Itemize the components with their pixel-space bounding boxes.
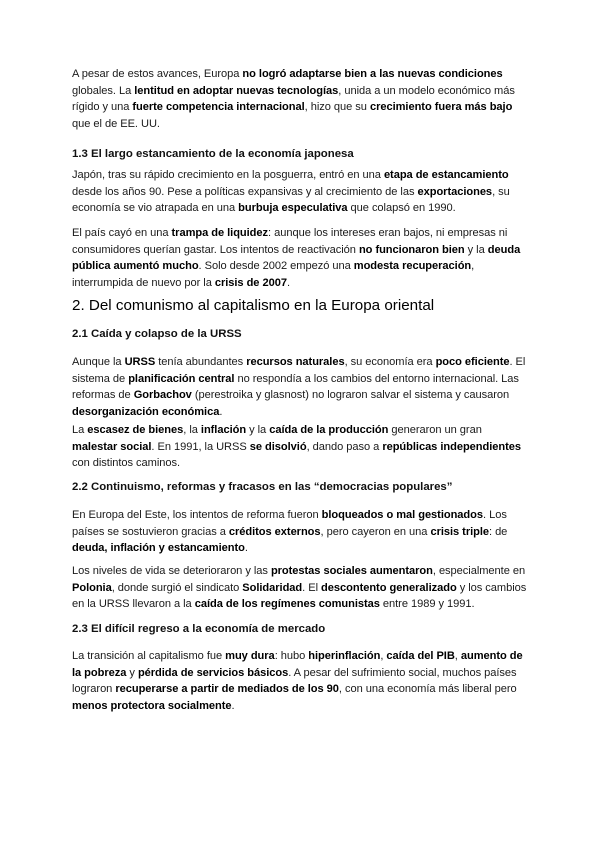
text-run: (perestroika y glasnost) no lograron salvar el sistema y causaron [191, 389, 510, 401]
bold-text: bloqueados o mal gestionados [321, 509, 484, 521]
bold-text: Gorbachov [133, 389, 192, 401]
text-run: , especialmente en [432, 565, 526, 577]
bold-text: no logró adaptarse bien a las nuevas condiciones [242, 68, 503, 80]
paragraph-eastern-reforms [72, 507, 528, 557]
bold-text: etapa de estancamiento [383, 169, 509, 181]
text-run: , pero cayeron en una [320, 525, 431, 538]
text-run: . [219, 405, 223, 418]
text-run: . Los países se sostuvieron gracias a [72, 509, 507, 538]
text-run: que el de EE. UU. [72, 117, 160, 130]
bold-text: lentitud en adoptar nuevas tecnologías [134, 84, 339, 97]
bold-text: Solidaridad [242, 581, 303, 594]
bold-text: descontento generalizado [321, 581, 457, 594]
paragraph-europe-adaptation [72, 66, 528, 132]
bold-text: Polonia [72, 581, 112, 594]
bold-text: créditos externos [228, 525, 321, 538]
bold-text: desorganización económica [72, 405, 220, 418]
heading-2-2: 2.2 Continuismo, reformas y fracasos en las “democracias populares” [72, 481, 453, 493]
text-run: y [126, 666, 138, 679]
text-run: con distintos caminos. [72, 457, 181, 469]
text-run: que colapsó en 1990. [347, 202, 456, 214]
text-run: . El [302, 581, 322, 594]
text-run: La [72, 424, 88, 436]
bold-text: muy dura [225, 650, 275, 662]
paragraph-ussr-dissolution [72, 422, 528, 472]
text-run: , [454, 650, 461, 662]
text-run: . A pesar del sufrimiento social, muchos países lograron [72, 666, 517, 695]
heading-1-3: 1.3 El largo estancamiento de la economía japonesa [72, 148, 354, 160]
paragraph-liquidity-trap [72, 225, 528, 291]
bold-text: hiperinflación [308, 650, 381, 662]
bold-text: exportaciones [417, 185, 493, 198]
bold-text: repúblicas independientes [382, 440, 522, 453]
text-run: y la [464, 243, 488, 256]
text-run: : hubo [274, 650, 309, 662]
bold-text: aumento de la pobreza [72, 650, 523, 679]
bold-text: pérdida de servicios básicos [137, 666, 289, 679]
text-run: , su economía se vio atrapada en una [72, 185, 510, 214]
text-run: generaron un gran [388, 424, 482, 436]
text-run: Los niveles de vida se deterioraron y las [72, 565, 271, 577]
text-run: : de [489, 525, 508, 538]
text-run: , su economía era [344, 356, 436, 368]
bold-text: modesta recuperación [353, 260, 472, 272]
paragraph-japan-stagnation [72, 167, 528, 217]
text-run: tenía abundantes [155, 356, 247, 368]
text-run: y la [246, 424, 270, 436]
bold-text: menos protectora socialmente [72, 699, 232, 712]
bold-text: burbuja especulativa [238, 202, 348, 214]
bold-text: recuperarse a partir de mediados de los 90 [115, 683, 339, 695]
text-run: , con una economía más liberal pero [338, 683, 517, 695]
bold-text: trampa de liquidez [171, 227, 269, 239]
bold-text: crisis triple [430, 525, 489, 538]
heading-2-3: 2.3 El difícil regreso a la economía de mercado [72, 623, 326, 635]
paragraph-regime-fall [72, 563, 528, 613]
text-run: , [380, 650, 387, 662]
text-run: , hizo que su [304, 101, 370, 113]
text-run: no respondía a los cambios del entorno internacional. Las reformas de [72, 372, 519, 401]
bold-text: deuda, inflación y estancamiento [72, 542, 245, 554]
bold-text: URSS [124, 356, 156, 368]
text-run: La transición al capitalismo fue [72, 650, 226, 662]
text-run: . El sistema de [72, 356, 526, 385]
text-run: desde los años 90. Pese a políticas expansivas y al crecimiento de las [72, 185, 418, 198]
paragraph-market-transition [72, 648, 528, 714]
text-run: . [244, 542, 248, 554]
text-run: , dando paso a [306, 440, 383, 453]
text-run: globales. La [72, 84, 135, 97]
bold-text: protestas sociales aumentaron [270, 565, 433, 577]
bold-text: inflación [200, 424, 247, 436]
bold-text: crecimiento fuera más bajo [369, 101, 513, 113]
text-run: , la [183, 424, 201, 436]
text-run: Japón, tras su rápido crecimiento en la posguerra, entró en una [72, 169, 384, 181]
bold-text: recursos naturales [246, 356, 345, 368]
bold-text: no funcionaron bien [358, 243, 465, 256]
bold-text: planificación central [128, 372, 235, 385]
bold-text: caída del PIB [386, 650, 455, 662]
bold-text: escasez de bienes [87, 424, 184, 436]
paragraph-ussr-economy [72, 354, 528, 420]
text-run: A pesar de estos avances, Europa [72, 68, 243, 80]
bold-text: poco eficiente [435, 356, 510, 368]
text-run: En Europa del Este, los intentos de reforma fueron [72, 509, 322, 521]
bold-text: fuerte competencia internacional [132, 101, 305, 113]
text-run: Aunque la [72, 356, 125, 368]
text-run: . [286, 276, 290, 289]
heading-2-1: 2.1 Caída y colapso de la URSS [72, 328, 242, 340]
heading-section-2: 2. Del comunismo al capitalismo en la Europa oriental [72, 297, 435, 314]
bold-text: deuda pública aumentó mucho [72, 243, 521, 272]
text-run: . [231, 699, 235, 712]
bold-text: se disolvió [249, 440, 307, 453]
text-run: . Solo desde 2002 empezó una [198, 260, 354, 272]
bold-text: caída de la producción [269, 424, 389, 436]
text-run: : aunque los intereses eran bajos, ni empresas ni consumidores querían gastar. Los intentos de reactivación [72, 227, 508, 256]
text-run: entre 1989 y 1991. [379, 598, 475, 610]
bold-text: crisis de 2007 [214, 276, 287, 289]
text-run: , donde surgió el sindicato [111, 581, 243, 594]
text-run: , unida a un modelo económico más rígido y una [72, 84, 515, 113]
text-run: , interrumpida de nuevo por la [72, 260, 475, 289]
bold-text: caída de los regímenes comunistas [194, 598, 380, 610]
text-run: . En 1991, la URSS [151, 440, 250, 453]
text-run: El país cayó en una [72, 227, 172, 239]
text-run: y los cambios en la URSS llevaron a la [72, 581, 527, 610]
bold-text: malestar social [72, 440, 152, 453]
